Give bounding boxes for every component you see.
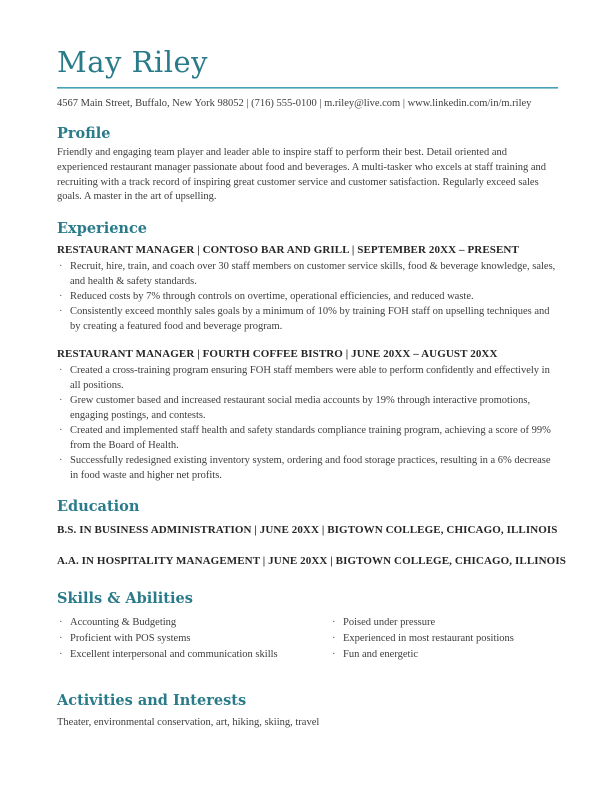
bullet-item <box>57 647 330 663</box>
activities-heading: Activities and Interests <box>57 692 247 710</box>
bullet-text: Created a cross-training program ensuring FOH staff members were able to perform confidently and effectively in all positions. <box>70 365 550 392</box>
bullet-dot-icon: · <box>59 306 63 318</box>
bullet-dot-icon: · <box>332 648 336 660</box>
bullet-dot-icon: · <box>59 365 63 377</box>
job-title: RESTAURANT MANAGER | CONTOSO BAR AND GRILL | SEPTEMBER 20XX – PRESENT <box>57 244 519 257</box>
bullet-text: Experienced in most restaurant positions <box>343 632 514 644</box>
bullet-item <box>330 615 558 631</box>
bullet-text: Excellent interpersonal and communication skills <box>70 648 278 660</box>
bullet-text: Successfully redesigned existing inventory system, ordering and food storage practices, resulting in a 6% decrease in food waste and higher net profits. <box>70 455 551 482</box>
bullet-dot-icon: · <box>59 632 63 644</box>
bullet-text: Created and implemented staff health and safety standards compliance training program, achieving a score of 99% from the Board of Health. <box>70 425 551 452</box>
job-title: RESTAURANT MANAGER | FOURTH COFFEE BISTRO | JUNE 20XX – AUGUST 20XX <box>57 348 498 361</box>
bullet-item <box>57 304 558 334</box>
bullet-dot-icon: · <box>59 261 63 273</box>
bullet-item <box>57 453 558 483</box>
bullet-list <box>57 363 558 483</box>
contact-line: 4567 Main Street, Buffalo, New York 98052 | (716) 555-0100 | m.riley@live.com | www.linkedin.com/in/m.riley <box>57 98 532 109</box>
bullet-dot-icon: · <box>59 425 63 437</box>
experience-heading: Experience <box>57 220 148 238</box>
bullet-item <box>57 423 558 453</box>
bullet-item <box>57 259 558 289</box>
bullet-dot-icon: · <box>332 617 336 629</box>
bullet-text: Consistently exceed monthly sales goals by a minimum of 10% by training FOH staff on upselling techniques and by creating a featured food and beverage program. <box>70 306 550 333</box>
bullet-text: Accounting & Budgeting <box>70 617 177 629</box>
skills-columns <box>57 615 558 662</box>
bullet-dot-icon: · <box>59 291 63 303</box>
profile-heading: Profile <box>57 125 111 142</box>
degree-line: B.S. IN BUSINESS ADMINISTRATION | JUNE 20XX | BIGTOWN COLLEGE, CHICAGO, ILLINOIS <box>57 524 558 537</box>
bullet-dot-icon: · <box>59 617 63 629</box>
bullet-item <box>57 631 330 647</box>
bullet-dot-icon: · <box>59 648 63 660</box>
bullet-item <box>57 289 558 304</box>
activities-text: Theater, environmental conservation, art, hiking, skiing, travel <box>57 717 320 729</box>
bullet-dot-icon: · <box>59 455 63 467</box>
bullet-text: Fun and energetic <box>343 648 419 660</box>
bullet-dot-icon: · <box>59 395 63 407</box>
resume-name: May Riley <box>57 45 209 79</box>
skills-column-right <box>330 615 558 662</box>
bullet-item <box>57 393 558 423</box>
bullet-dot-icon: · <box>332 632 336 644</box>
bullet-text: Grew customer based and increased restaurant social media accounts by 19% through interactive promotions, engaging postings, and contests. <box>70 395 531 422</box>
bullet-item <box>57 615 330 631</box>
bullet-text: Recruit, hire, train, and coach over 30 staff members on customer service skills, food & beverage knowledge, sales, and health & safety standards. <box>70 261 556 288</box>
bullet-text: Poised under pressure <box>343 617 436 629</box>
bullet-item <box>330 631 558 647</box>
bullet-item <box>57 363 558 393</box>
bullet-list <box>57 259 558 334</box>
degree-line: A.A. IN HOSPITALITY MANAGEMENT | JUNE 20XX | BIGTOWN COLLEGE, CHICAGO, ILLINOIS <box>57 555 566 568</box>
experience-job-1 <box>57 243 558 334</box>
education-heading: Education <box>57 498 140 516</box>
experience-job-2 <box>57 347 558 483</box>
skills-heading: Skills & Abilities <box>57 590 193 608</box>
bullet-text: Reduced costs by 7% through controls on overtime, operational efficiencies, and reduced waste. <box>70 291 474 303</box>
skills-column-left <box>57 615 330 662</box>
bullet-text: Proficient with POS systems <box>70 632 191 644</box>
bullet-item <box>330 647 558 663</box>
profile-text: Friendly and engaging team player and leader able to inspire staff to perform their best. Detail oriented and experienced restaurant manager passionate about food and beverages. A multi-tasker who excels at staff training and recruiting with a track record of inspiring great customer service and customer satisfaction. Regularly exceed sales goals. A master in the art of upselling. <box>57 147 547 203</box>
header-rule <box>57 87 558 89</box>
